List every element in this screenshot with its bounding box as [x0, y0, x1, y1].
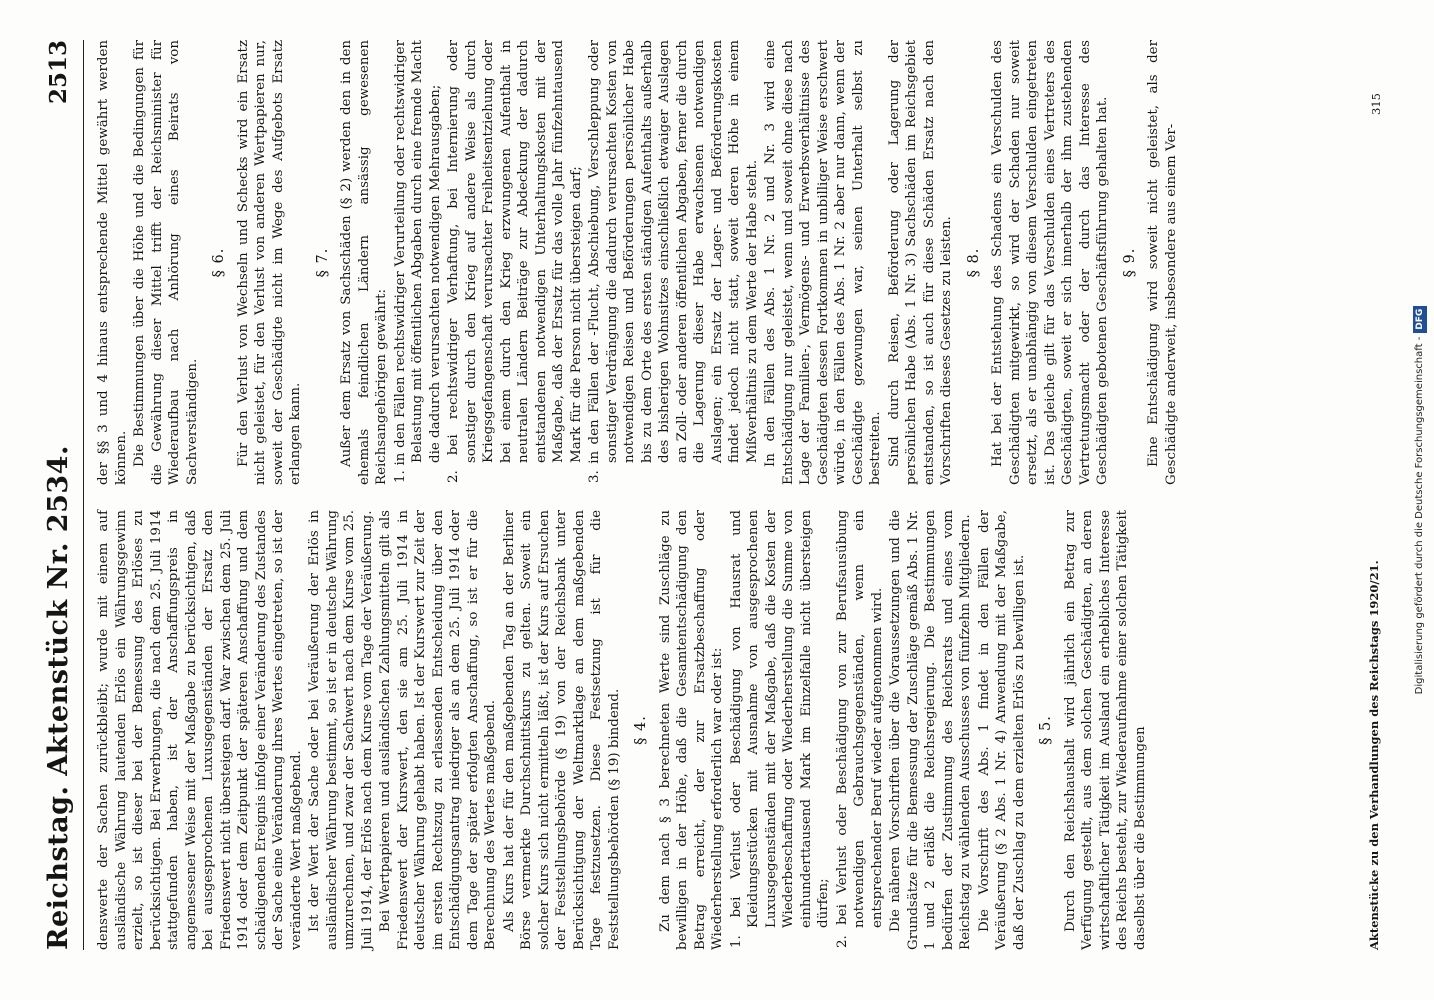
paragraph: Die Bestimmungen über die Höhe und die Bedingungen für die Gewährung dieser Mittel trifft der Reichsminister für Wiederaufbau nach Anhörung eines Beirats von Sachverständigen.	[132, 40, 200, 485]
paragraph: Ist der Wert der Sache oder bei Veräußerung der Erlös in ausländischer Währung bestimmt, so ist er in deutsche Währung umzurechnen, und zwar der Sachwert nach dem Kurse vom 25. Juli 1914, der Erlös nach dem Kurse vom Tage der Veräußerung.	[307, 510, 375, 950]
numbered-item: 2. bei Verlust oder Beschädigung von zur Berufsausübung notwendigen Gebrauchsgegenständen, wenn ein entsprechender Beruf wieder aufgenommen wird.	[834, 510, 885, 948]
section-heading: § 6.	[211, 247, 227, 278]
page-number: 2513	[44, 40, 72, 105]
dfg-logo: DFG	[1413, 306, 1427, 333]
paragraph: Zu dem nach § 3 berechneten Werte sind Zuschläge zu bewilligen in der Höhe, daß die Gesamtentschädigung den Betrag erreicht, der zur Ersatzbeschaffung oder Wiederherstellung erforderlich war oder ist:	[657, 510, 725, 950]
numbered-item: 1. in den Fällen rechtswidriger Verurteilung oder rechtswidriger Belastung mit öffentlichen Abgaben durch eine fremde Macht die dadurch verursachten notwendigen Mehrausgaben;	[392, 40, 443, 483]
paragraph: denswerte der Sachen zurückbleibt; wurde mit einem auf ausländische Währung lautenden Erlös ein Währungsgewinn erzielt, so ist dieser bei der Bemessung des Erlöses zu berücksichtigen. Bei Erwerbungen, die nach dem 25. Juli 1914 stattgefunden haben, ist der Anschaffungspreis in angemessener Weise mit der Maßgabe zu berücksichtigen, daß bei ausgesprochenen Luxusgegenständen der Ersatz den Friedenswert nicht übersteigen darf. War zwischen dem 25. Juli 1914 oder dem Zeitpunkt der späteren Anschaffung und dem schädigenden Ereignis infolge einer Veränderung des Zustandes der Sache eine Veränderung ihres Wertes eingetreten, so ist der veränderte Wert maßgebend.	[96, 510, 304, 950]
page-header	[33, 40, 84, 950]
left-text-column	[95, 510, 1150, 950]
section-heading: § 5.	[1038, 715, 1054, 745]
numbered-item: 2. bei rechtswidriger Verhaftung, bei Internierung oder sonstiger durch den Krieg auf andere Weise als durch Kriegsgefangenschaft verursachter Freiheitsentziehung oder bei einem durch den Krieg erzwungenen Aufenthalt in neutralen Ländern Beiträge zur Abdeckung der dadurch entstandenen notwendigen Unterhaltungskosten mit der Maßgabe, daß der Ersatz für das volle Jahr fünfzehntausend Mark für die Person nicht übersteigen darf;	[446, 40, 584, 483]
footer-source: Aktenstücke zu den Verhandlungen des Reichstags 1920/21.	[1367, 560, 1381, 950]
section-heading: § 8.	[965, 247, 982, 278]
footer-signature-number: 315	[1369, 93, 1383, 115]
paragraph: Die näheren Vorschriften über die Voraussetzungen und die Grundsätze für die Bemessung der Zuschläge gemäß Abs. 1 Nr. 1 und 2 erläßt die Reichsregierung. Die Bestimmungen bedürfen der Zustimmung des Reichsrats und eines vom Reichstag zu wählenden Ausschusses von fünfzehn Mitgliedern.	[888, 510, 973, 950]
digitization-credit	[1413, 190, 1427, 810]
page-title: Reichstag. Aktenstück Nr. 2534.	[42, 445, 74, 950]
right-text-column	[95, 40, 1181, 485]
section-heading: § 9.	[1121, 247, 1138, 278]
paragraph: In den Fällen des Abs. 1 Nr. 2 und Nr. 3 wird eine Entschädigung nur geleistet, wenn und soweit ohne diese nach Lage der Familien-, Vermögens- und Erwerbsverhältnisse des Geschädigten dessen Fortkommen in unbilliger Weise erschwert würde, in den Fällen des Abs. 1 Nr. 2 aber nur dann, wenn der Geschädigte gezwungen war, seinen Unterhalt selbst zu bestreiten.	[763, 40, 883, 485]
numbered-item: 3. in den Fällen der -Flucht, Abschiebung, Verschleppung oder sonstiger Verdrängung die dadurch verursachten Kosten von notwendigen Reisen und Beförderungen persönlicher Habe bis zu dem Orte des ersten ständigen Aufenthalts außerhalb des bisherigen Wohnsitzes einschließlich etwaiger Auslagen an Zoll- oder anderen öffentlichen Abgaben, ferner die durch die Lagerung dieser Habe erwachsenen notwendigen Auslagen; ein Ersatz der Lager- und Beförderungskosten findet jedoch nicht statt, soweit deren Höhe in einem Mißverhältnis zu dem Werte der Habe steht.	[587, 40, 760, 483]
numbered-item: 1. bei Verlust oder Beschädigung von Hausrat und Kleidungsstücken mit Ausnahme von ausgesprochenen Luxusgegenständen mit der Maßgabe, daß die Kosten der Wiederbeschaffung oder Wiederherstellung die Summe von einhunderttausend Mark im Einzelfalle nicht übersteigen dürfen;	[728, 510, 831, 948]
paragraph: Für den Verlust von Wechseln und Schecks wird ein Ersatz nicht geleistet, für den Verlust von anderen Wertpapieren nur, soweit der Geschädigte nicht im Wege des Aufgebots Ersatz erlangen kann.	[235, 40, 303, 485]
paragraph: der §§ 3 und 4 hinaus entsprechende Mittel gewährt werden können.	[96, 40, 129, 485]
section-heading: § 7.	[314, 247, 331, 278]
paragraph: Als Kurs hat der für den maßgebenden Tag an der Berliner Börse vermerkte Durchschnittskurs zu gelten. Soweit ein solcher Kurs sich nicht ermitteln läßt, ist der Kurs auf Ersuchen der Feststellungsbehörde (§ 19) von der Reichsbank unter Berücksichtigung der Weltmarktlage an dem maßgebenden Tage festzusetzen. Diese Festsetzung ist für die Feststellungsbehörden (§ 19) bindend.	[501, 510, 622, 950]
section-heading: § 4.	[633, 715, 649, 745]
paragraph: Sind durch Reisen, Beförderung oder Lagerung der persönlichen Habe (Abs. 1 Nr. 3) Sachschäden im Reichsgebiet entstanden, so ist auch für diese Schäden Ersatz nach den Vorschriften dieses Gesetzes zu leisten.	[886, 40, 954, 485]
paragraph: Eine Entschädigung wird soweit nicht geleistet, als der Geschädigte anderweit, insbesondere aus einem Ver-	[1146, 40, 1179, 485]
document-page	[27, 20, 1407, 980]
paragraph: Die Vorschrift des Abs. 1 findet in den Fällen der Veräußerung (§ 2 Abs. 1 Nr. 4) Anwendung mit der Maßgabe, daß der Zuschlag zu dem erzielten Erlös zu bewilligen ist.	[976, 510, 1027, 950]
paragraph: Hat bei der Entstehung des Schadens ein Verschulden des Geschädigten mitgewirkt, so wird der Schaden nur soweit ersetzt, als er unabhängig von diesem Verschulden eingetreten ist. Das gleiche gilt für das Verschulden eines Vertreters des Geschädigten, soweit er sich innerhalb der ihm zustehenden Vertretungsmacht oder der durch das Interesse des Geschädigten gebotenen Geschäftsführung gehalten hat.	[990, 40, 1110, 485]
paragraph: Außer dem Ersatz von Sachschäden (§ 2) werden den in den ehemals feindlichen Ländern ansässig gewesenen Reichsangehörigen gewährt:	[339, 40, 389, 485]
credit-text: Digitalisierung gefördert durch die Deutsche Forschungsgemeinschaft -	[1414, 336, 1425, 695]
paragraph: Durch den Reichshaushalt wird jährlich ein Betrag zur Verfügung gestellt, aus dem solchen Geschädigten, an deren wirtschaftlicher Tätigkeit im Ausland ein erhebliches Interesse des Reichs besteht, zur Wiederaufnahme einer solchen Tätigkeit daselbst über die Bestimmungen	[1062, 510, 1148, 950]
paragraph: Bei Wertpapieren und ausländischen Zahlungsmitteln gilt als Friedenswert der Kurswert, den sie am 25. Juli 1914 in deutscher Währung gehabt haben. Ist der Kurswert zur Zeit der im ersten Rechtszug zu erlassenden Entscheidung über den Entschädigungsantrag niedriger als an dem 25. Juli 1914 oder dem Tage der später erfolgten Anschaffung, so ist er für die Berechnung des Wertes maßgebend.	[378, 510, 498, 950]
